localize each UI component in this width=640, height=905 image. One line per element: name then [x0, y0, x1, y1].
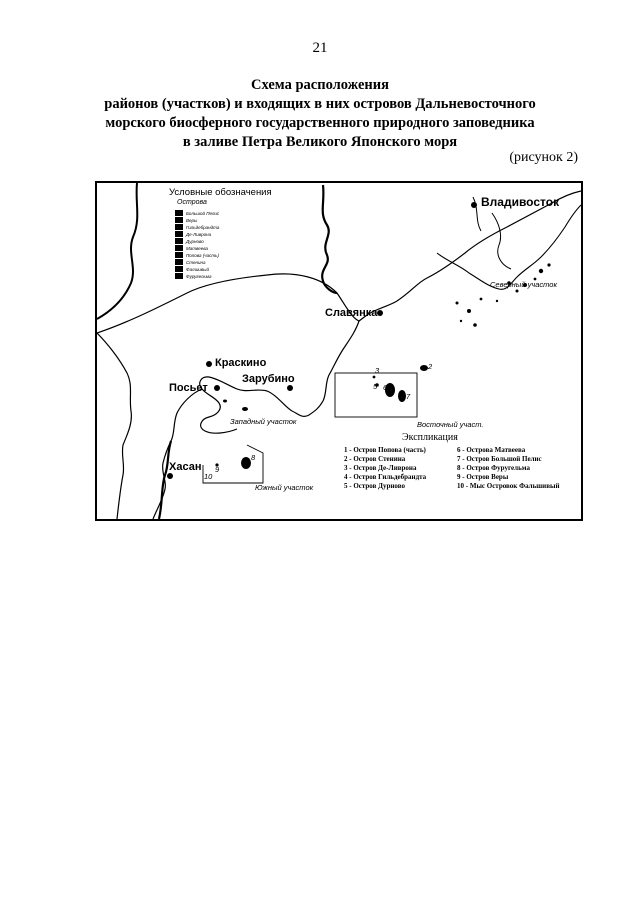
island-7	[398, 390, 406, 402]
island-number: 10	[204, 472, 213, 481]
legend-title: Условные обозначения	[169, 187, 272, 198]
legend-item: Веры	[186, 218, 198, 223]
city-label-khasan: Хасан	[169, 461, 202, 473]
zarubino-marker	[287, 385, 293, 391]
city-label-posyet: Посьет	[169, 382, 208, 394]
island-number: 6	[383, 383, 388, 392]
title-line-2: районов (участков) и входящих в них островов Дальневосточного	[104, 96, 536, 112]
state-border	[322, 185, 337, 293]
vladivostok-marker	[471, 202, 477, 208]
legend-item: Гильдебрандта	[186, 225, 220, 230]
island-number: 7	[406, 392, 411, 401]
island-number: 2	[428, 362, 433, 371]
western-coast	[97, 333, 131, 519]
island-8	[241, 457, 251, 469]
explication-entry: 2 - Остров Стенина	[344, 455, 406, 463]
reserve-map	[95, 181, 583, 521]
title-line-4: в заливе Петра Великого Японского моря	[182, 134, 458, 150]
title-line-3: морского биосферного государственного природного заповедника	[105, 115, 535, 131]
legend-item: Дурново	[186, 239, 204, 244]
posyet-marker	[214, 385, 220, 391]
legend-item: Стенина	[186, 260, 206, 265]
west-island-2	[223, 400, 227, 403]
explication-entry: 10 - Мыс Островок Фальшивый	[457, 482, 560, 490]
explication-right	[457, 446, 560, 491]
island-number: 8	[251, 453, 256, 462]
legend-item: Фалшивый	[186, 267, 209, 272]
explication-left	[344, 446, 426, 491]
city-label-slavyanka: Славянка	[325, 307, 378, 319]
legend-swatches	[175, 210, 183, 279]
document-title	[60, 76, 580, 152]
slavyanka-marker	[377, 310, 383, 316]
city-label-zarubino: Зарубино	[242, 373, 295, 385]
island-number: 9	[215, 465, 220, 474]
island-number: 3	[375, 366, 380, 375]
explication-entry: 5 - Остров Дурново	[344, 482, 405, 490]
explication-title: Экспликация	[402, 432, 458, 443]
sector-label-west: Западный участок	[230, 417, 297, 426]
island-number: 5	[373, 382, 378, 391]
title-line-1: Схема расположения	[251, 77, 389, 93]
explication-entry: 6 - Острова Матвеева	[457, 446, 526, 454]
page-number: 21	[312, 40, 328, 56]
sector-label-south: Южный участок	[255, 483, 314, 492]
city-label-kraskino: Краскино	[215, 357, 267, 369]
legend-item: Попова (часть)	[186, 253, 219, 258]
legend-subtitle: Острова	[177, 199, 207, 206]
island-3	[373, 376, 376, 379]
explication-entry: 3 - Остров Де-Ливрона	[344, 464, 417, 472]
explication-entry: 1 - Остров Попова (часть)	[344, 446, 426, 454]
vladivostok-coast	[437, 205, 581, 289]
state-border-2	[97, 183, 137, 319]
city-label-vladivostok: Владивосток	[481, 195, 560, 209]
sector-label-east: Восточный участ.	[417, 420, 484, 429]
west-island	[242, 407, 248, 411]
explication-entry: 7 - Остров Большой Пелис	[457, 455, 542, 463]
legend-item: Де-Ливрона	[186, 232, 212, 237]
island-2	[420, 365, 428, 371]
legend-item: Большой Пелис	[186, 211, 220, 216]
khasan-marker	[167, 473, 173, 479]
peninsula-detail	[492, 213, 511, 269]
explication-entry: 8 - Остров Фуругельма	[457, 464, 531, 472]
figure-caption: (рисунок 2)	[509, 150, 578, 165]
sector-label-north: Северный участок	[490, 280, 558, 289]
kraskino-marker	[206, 361, 212, 367]
slavyanka-coast	[292, 321, 359, 416]
legend-item: Матвеева	[186, 246, 209, 251]
explication-entry: 9 - Остров Веры	[457, 473, 509, 481]
southern-coast	[153, 389, 202, 519]
legend-item: Фуругельма	[186, 274, 212, 279]
explication-entry: 4 - Остров Гильдебрандта	[344, 473, 427, 481]
